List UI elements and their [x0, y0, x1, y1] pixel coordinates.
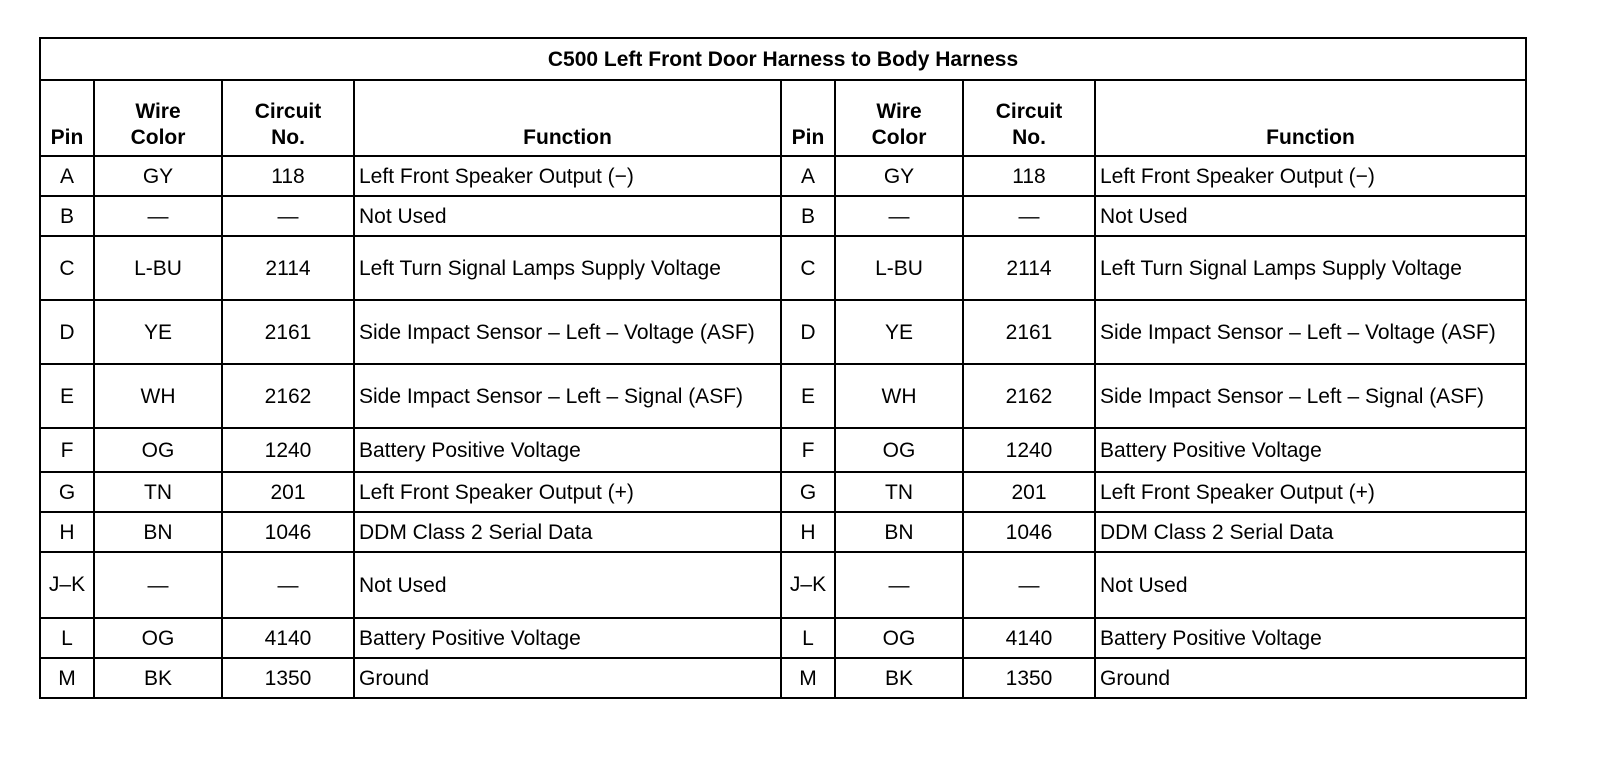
function-cell: Battery Positive Voltage [354, 618, 781, 658]
header-wire-color-line2: Color [130, 126, 186, 149]
circuit-cell: 1240 [222, 428, 354, 472]
function-cell: Side Impact Sensor – Left – Signal (ASF) [354, 364, 781, 428]
table-row [40, 236, 1526, 300]
table-row [40, 552, 1526, 618]
pin-cell: E [781, 364, 835, 428]
header-circuit-line2: No. [1012, 126, 1046, 149]
pin-cell: J–K [781, 552, 835, 618]
function-cell: Left Turn Signal Lamps Supply Voltage [1095, 236, 1526, 300]
header-function-label: Function [523, 126, 612, 149]
function-cell: Not Used [354, 552, 781, 618]
table-row [40, 364, 1526, 428]
circuit-cell: 2161 [963, 300, 1095, 364]
table-row [40, 618, 1526, 658]
pin-cell: J–K [40, 552, 94, 618]
pin-cell: M [781, 658, 835, 698]
wire-color-cell: BK [835, 658, 963, 698]
circuit-cell: 2162 [963, 364, 1095, 428]
function-cell: Left Front Speaker Output (+) [1095, 472, 1526, 512]
function-cell: Not Used [1095, 552, 1526, 618]
pin-cell: H [781, 512, 835, 552]
circuit-cell: 2162 [222, 364, 354, 428]
function-cell: Side Impact Sensor – Left – Signal (ASF) [1095, 364, 1526, 428]
wire-color-cell: OG [94, 428, 222, 472]
circuit-cell: — [222, 552, 354, 618]
pin-cell: H [40, 512, 94, 552]
function-cell: Not Used [354, 196, 781, 236]
header-circuit [963, 80, 1095, 156]
wire-color-cell: TN [835, 472, 963, 512]
circuit-cell: 1350 [963, 658, 1095, 698]
function-cell: DDM Class 2 Serial Data [1095, 512, 1526, 552]
header-circuit-line2: No. [271, 126, 305, 149]
wire-color-cell: WH [94, 364, 222, 428]
circuit-cell: 118 [222, 156, 354, 196]
wire-color-cell: GY [835, 156, 963, 196]
header-pin [40, 80, 94, 156]
header-wire-color [94, 80, 222, 156]
function-cell: DDM Class 2 Serial Data [354, 512, 781, 552]
wire-color-cell: BN [94, 512, 222, 552]
pin-cell: E [40, 364, 94, 428]
wire-color-cell: — [94, 552, 222, 618]
table-row [40, 472, 1526, 512]
wire-color-cell: YE [94, 300, 222, 364]
header-wire-color-line1: Wire [876, 100, 922, 123]
function-cell: Side Impact Sensor – Left – Voltage (ASF) [1095, 300, 1526, 364]
circuit-cell: 201 [963, 472, 1095, 512]
pin-cell: A [781, 156, 835, 196]
circuit-cell: 2114 [222, 236, 354, 300]
connector-table-container [39, 37, 1525, 699]
circuit-cell: 1046 [222, 512, 354, 552]
header-wire-color-line1: Wire [135, 100, 181, 123]
pin-cell: L [781, 618, 835, 658]
wire-color-cell: — [835, 552, 963, 618]
table-row [40, 300, 1526, 364]
wire-color-cell: YE [835, 300, 963, 364]
circuit-cell: 2161 [222, 300, 354, 364]
wire-color-cell: — [835, 196, 963, 236]
function-cell: Left Front Speaker Output (−) [1095, 156, 1526, 196]
wire-color-cell: BK [94, 658, 222, 698]
circuit-cell: 1350 [222, 658, 354, 698]
pin-cell: B [40, 196, 94, 236]
connector-pinout-table [39, 37, 1527, 699]
function-cell: Left Front Speaker Output (+) [354, 472, 781, 512]
circuit-cell: 118 [963, 156, 1095, 196]
wire-color-cell: TN [94, 472, 222, 512]
pin-cell: F [40, 428, 94, 472]
circuit-cell: 201 [222, 472, 354, 512]
function-cell: Battery Positive Voltage [354, 428, 781, 472]
pin-cell: D [781, 300, 835, 364]
pin-cell: C [40, 236, 94, 300]
table-row [40, 428, 1526, 472]
header-pin [781, 80, 835, 156]
function-cell: Left Front Speaker Output (−) [354, 156, 781, 196]
circuit-cell: 4140 [222, 618, 354, 658]
wire-color-cell: L-BU [94, 236, 222, 300]
wire-color-cell: WH [835, 364, 963, 428]
table-title: C500 Left Front Door Harness to Body Harness [40, 38, 1526, 80]
pin-cell: C [781, 236, 835, 300]
table-row [40, 196, 1526, 236]
header-circuit-line1: Circuit [995, 100, 1063, 123]
wire-color-cell: OG [94, 618, 222, 658]
wire-color-cell: BN [835, 512, 963, 552]
table-row [40, 512, 1526, 552]
circuit-cell: 2114 [963, 236, 1095, 300]
wire-color-cell: OG [835, 428, 963, 472]
function-cell: Battery Positive Voltage [1095, 618, 1526, 658]
pin-cell: F [781, 428, 835, 472]
header-function [354, 80, 781, 156]
pin-cell: G [781, 472, 835, 512]
circuit-cell: 1240 [963, 428, 1095, 472]
pin-cell: D [40, 300, 94, 364]
header-function [1095, 80, 1526, 156]
wire-color-cell: L-BU [835, 236, 963, 300]
pin-cell: L [40, 618, 94, 658]
table-row [40, 658, 1526, 698]
function-cell: Side Impact Sensor – Left – Voltage (ASF) [354, 300, 781, 364]
header-wire-color [835, 80, 963, 156]
header-wire-color-line2: Color [871, 126, 927, 149]
pin-cell: A [40, 156, 94, 196]
function-cell: Ground [1095, 658, 1526, 698]
header-pin-label: Pin [50, 126, 84, 149]
header-row [40, 80, 1526, 156]
circuit-cell: — [222, 196, 354, 236]
pin-cell: B [781, 196, 835, 236]
pin-cell: M [40, 658, 94, 698]
circuit-cell: — [963, 552, 1095, 618]
function-cell: Not Used [1095, 196, 1526, 236]
circuit-cell: 1046 [963, 512, 1095, 552]
function-cell: Battery Positive Voltage [1095, 428, 1526, 472]
wire-color-cell: — [94, 196, 222, 236]
header-function-label: Function [1266, 126, 1355, 149]
circuit-cell: 4140 [963, 618, 1095, 658]
table-row [40, 156, 1526, 196]
function-cell: Left Turn Signal Lamps Supply Voltage [354, 236, 781, 300]
pin-cell: G [40, 472, 94, 512]
wire-color-cell: GY [94, 156, 222, 196]
header-circuit [222, 80, 354, 156]
header-circuit-line1: Circuit [254, 100, 322, 123]
header-pin-label: Pin [791, 126, 825, 149]
wire-color-cell: OG [835, 618, 963, 658]
function-cell: Ground [354, 658, 781, 698]
circuit-cell: — [963, 196, 1095, 236]
